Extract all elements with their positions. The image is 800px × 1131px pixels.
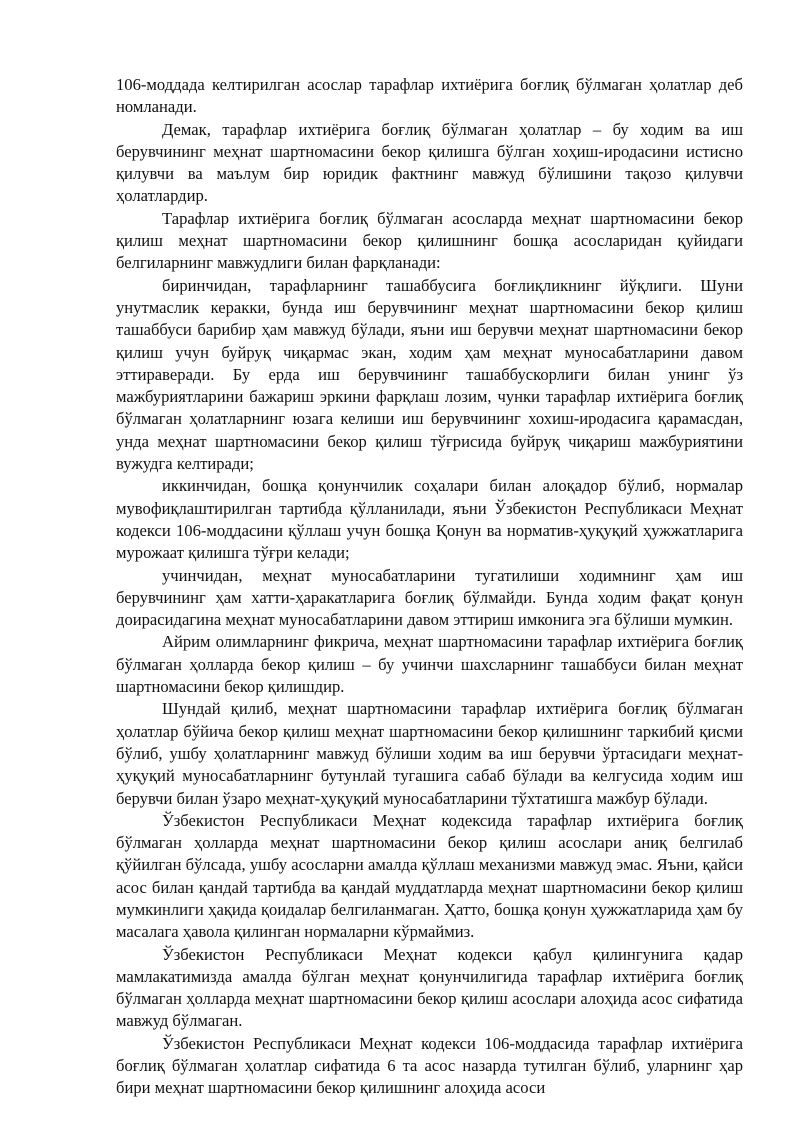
paragraph-5: иккинчидан, бошқа қонунчилик соҳалари билан алоқадор бўлиб, нормалар мувофиқлаштирилган тартибда қўлланилади, яъни Ўзбекистон Республикаси Меҳнат кодекси 106-моддасини қўллаш учун бошқа Қонун ва норматив-ҳуқуқий ҳужжатларига мурожаат қилишга тўғри келади;: [116, 476, 743, 563]
paragraph-1: 106-моддада келтирилган асослар тарафлар ихтиёрига боғлиқ бўлмаган ҳолатлар деб номланади.: [116, 75, 743, 117]
paragraph-6: учинчидан, меҳнат муносабатларини тугатилиши ходимнинг ҳам иш берувчининг ҳам хатти-ҳаракатларига боғлиқ бўлмайди. Бунда ходим фақат қонун доирасидагина меҳнат муносабатларини давом эттириш имконига эга бўлиши мумкин.: [116, 565, 743, 630]
paragraph-4: биринчидан, тарафларнинг ташаббусига боғлиқликнинг йўқлиги. Шуни унутмаслик керакки, бунда иш берувчининг меҳнат шартномасини бекор қилиш ташаббуси барибир ҳам мавжуд бўлади, яъни иш берувчи меҳнат шартномасини бекор қилиш учун буйруқ чиқармас экан, ходим ҳам меҳнат муносабатларини давом эттираверади. Бу ерда иш берувчининг ташаббускорлиги билан унинг ўз мажбуриятларини бажариш эркини фарқлаш лозим, чунки тарафлар ихтиёрига боғлиқ бўлмаган ҳолатларнинг юзага келиши иш берувчининг хохиш-иродасига қарамасдан, унда меҳнат шартномасини бекор қилиш тўғрисида буйруқ чиқариш мажбуриятини вужудга келтиради;: [116, 275, 743, 474]
paragraph-7: Айрим олимларнинг фикрича, меҳнат шартномасини тарафлар ихтиёрига боғлиқ бўлмаган ҳолларда бекор қилиш – бу учинчи шахсларнинг ташаббуси билан меҳнат шартномасини бекор қилишдир.: [116, 632, 743, 697]
document-page: [116, 74, 743, 1100]
paragraph-11: Ўзбекистон Республикаси Меҳнат кодекси 106-моддасида тарафлар ихтиёрига боғлиқ бўлмаган ҳолатлар сифатида 6 та асос назарда тутилган бўлиб, уларнинг ҳар бири меҳнат шартномасини бекор қилишнинг алоҳида асоси: [116, 1033, 743, 1098]
paragraph-10: Ўзбекистон Республикаси Меҳнат кодекси қабул қилингунига қадар мамлакатимизда амалда бўлган меҳнат қонунчилигида тарафлар ихтиёрига боғлиқ бўлмаган ҳолларда меҳнат шартномасини бекор қилиш асослари алоҳида асос сифатида мавжуд бўлмаган.: [116, 944, 743, 1031]
paragraph-3: Тарафлар ихтиёрига боғлиқ бўлмаган асосларда меҳнат шартномасини бекор қилиш меҳнат шартномасини бекор қилишнинг бошқа асосларидан қуйидаги белгиларнинг мавжудлиги билан фарқланади:: [116, 208, 743, 273]
paragraph-8: Шундай қилиб, меҳнат шартномасини тарафлар ихтиёрига боғлиқ бўлмаган ҳолатлар бўйича бекор қилиш меҳнат шартномасини бекор қилишнинг таркибий қисми бўлиб, ушбу ҳолатларнинг мавжуд бўлиши ходим ва иш берувчи ўртасидаги меҳнат-ҳуқуқий муносабатларнинг бутунлай тугашига сабаб бўлади ва келгусида ходим иш берувчи билан ўзаро меҳнат-ҳуқуқий муносабатларини тўхтатишга мажбур бўлади.: [116, 699, 743, 808]
paragraph-2: Демак, тарафлар ихтиёрига боғлиқ бўлмаган ҳолатлар – бу ходим ва иш берувчининг меҳнат шартномасини бекор қилишга бўлган хоҳиш-иродасини истисно қилувчи ва маълум бир юридик фактнинг мавжуд бўлишини тақозо қилувчи ҳолатлардир.: [116, 119, 743, 206]
paragraph-9: Ўзбекистон Республикаси Меҳнат кодексида тарафлар ихтиёрига боғлиқ бўлмаган ҳолларда меҳнат шартномасини бекор қилиш асослари аниқ белгилаб қўйилган бўлсада, ушбу асосларни амалда қўллаш механизми мавжуд эмас. Яъни, қайси асос билан қандай тартибда ва қандай муддатларда меҳнат шартномасини бекор қилиш мумкинлиги ҳақида қоидалар белгиланмаган. Ҳатто, бошқа қонун ҳужжатларида ҳам бу масалага ҳавола қилинган нормаларни кўрмаймиз.: [116, 810, 743, 942]
